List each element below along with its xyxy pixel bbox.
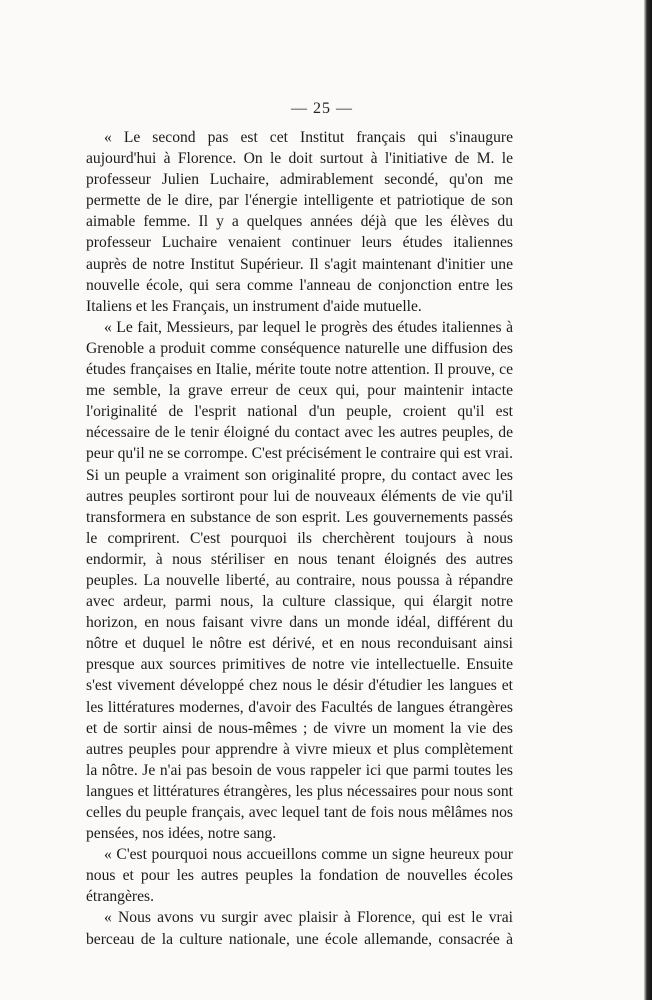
body-text	[86, 127, 513, 950]
paragraph: « Le fait, Messieurs, par lequel le progrès des études italiennes à Grenoble a produit comme conséquence naturelle une diffusion des études françaises en Italie, mérite toute notre attention. Il prouve, ce me semble, la grave erreur de ceux qui, pour maintenir intacte l'originalité de l'esprit national d'un peuple, croient qu'il est nécessaire de le tenir éloigné du contact avec les autres peuples, de peur qu'il ne se corrompe. C'est précisément le contraire qui est vrai. Si un peuple a vraiment son originalité propre, du contact avec les autres peuples sortiront pour lui de nouveaux éléments de vie qu'il transformera en substance de son esprit. Les gouvernements passés le comprirent. C'est pourquoi ils cherchèrent toujours à nous endormir, à nous stériliser en nous tenant éloignés des autres peuples. La nouvelle liberté, au contraire, nous poussa à répandre avec ardeur, parmi nous, la culture classique, qui élargit notre horizon, en nous faisant vivre dans un monde idéal, différent du nôtre et duquel le nôtre est dérivé, et en nous reconduisant ainsi presque aux sources primitives de notre vie intellectuelle. Ensuite s'est vivement développé chez nous le désir d'étudier les langues et les littératures modernes, d'avoir des Facultés de langues étrangères et de sortir ainsi de nous-mêmes ; de vivre un moment la vie des autres peuples pour apprendre à vivre mieux et plus complètement la nôtre. Je n'ai pas besoin de vous rappeler ici que parmi toutes les langues et littératures étrangères, les plus nécessaires pour nous sont celles du peuple français, avec lequel tant de fois nous mêlâmes nos pensées, nos idées, notre sang.	[86, 318, 513, 843]
paragraph: « C'est pourquoi nous accueillons comme un signe heureux pour nous et pour les autres peuples la fondation de nouvelles écoles étrangères.	[86, 846, 513, 906]
page-number: — 25 —	[291, 100, 353, 117]
page-edge-shadow	[644, 0, 652, 1000]
paragraph: « Le second pas est cet Institut français qui s'inaugure aujourd'hui à Florence. On le doit surtout à l'initiative de M. le professeur Julien Luchaire, admirablement secondé, qu'on me permette de le dire, par l'énergie intelligente et patriotique de son aimable femme. Il y a quelques années déjà que les élèves du professeur Luchaire venaient continuer leurs études italiennes auprès de notre Institut Supérieur. Il s'agit maintenant d'initier une nouvelle école, qui sera comme l'anneau de conjonction entre les Italiens et les Français, un instrument d'aide mutuelle.	[86, 129, 513, 315]
paragraph: « Nous avons vu surgir avec plaisir à Florence, qui est le vrai berceau de la culture nationale, une école allemande, consacrée à	[86, 909, 513, 948]
